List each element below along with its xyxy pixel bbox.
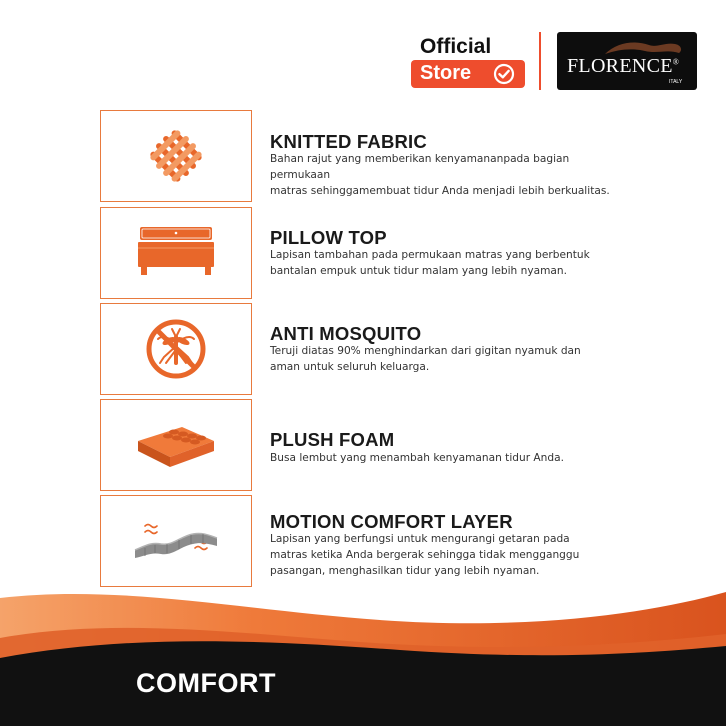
feature-description: Bahan rajut yang memberikan kenyamananpada bagian permukaan matras sehinggamembuat tidur Anda menjadi lebih berkualitas. <box>270 153 610 197</box>
anti-mosquito-icon <box>144 317 208 381</box>
feature-icon-box <box>100 399 252 491</box>
footer-wave-banner <box>0 580 726 726</box>
official-label: Official <box>420 35 492 58</box>
feature-motion-comfort-layer <box>100 495 620 587</box>
check-circle-icon <box>493 63 515 85</box>
feature-icon-box <box>100 303 252 395</box>
footer-label: COMFORT <box>136 668 276 698</box>
feature-icon-box <box>100 110 252 202</box>
feature-icon-box <box>100 495 252 587</box>
feature-description: Teruji diatas 90% menghindarkan dari gigitan nyamuk dan aman untuk seluruh keluarga. <box>270 345 581 373</box>
feature-title: KNITTED FABRIC <box>270 131 427 152</box>
store-pill <box>411 60 525 88</box>
florence-logo <box>557 32 697 90</box>
pillow-top-icon <box>137 225 215 281</box>
feature-description: Lapisan tambahan pada permukaan matras yang berbentuk bantalan empuk untuk tidur malam yang lebih nyaman. <box>270 249 590 277</box>
feature-icon-box <box>100 207 252 299</box>
official-store-badge <box>411 34 525 92</box>
knitted-fabric-icon <box>143 123 209 189</box>
feature-description: Lapisan yang berfungsi untuk mengurangi getaran pada matras ketika Anda bergerak sehingga tidak mengganggu pasangan, menghasilkan tidur yang lebih nyaman. <box>270 533 580 577</box>
feature-pillow-top <box>100 207 620 299</box>
store-label: Store <box>420 62 472 84</box>
feature-description: Busa lembut yang menambah kenyamanan tidur Anda. <box>270 452 564 464</box>
feature-plush-foam <box>100 399 620 491</box>
feature-title: MOTION COMFORT LAYER <box>270 511 513 532</box>
feature-title: PILLOW TOP <box>270 227 387 248</box>
feature-anti-mosquito <box>100 303 620 395</box>
feature-knitted-fabric <box>100 110 620 202</box>
plush-foam-icon <box>134 419 218 471</box>
feature-title: ANTI MOSQUITO <box>270 323 422 344</box>
header-divider <box>539 32 541 90</box>
feature-title: PLUSH FOAM <box>270 429 395 450</box>
brand-name: FLORENCE® <box>567 55 680 77</box>
brand-sub: ITALY <box>669 79 683 85</box>
footer-waves <box>0 580 726 726</box>
motion-comfort-layer-icon <box>131 516 221 566</box>
